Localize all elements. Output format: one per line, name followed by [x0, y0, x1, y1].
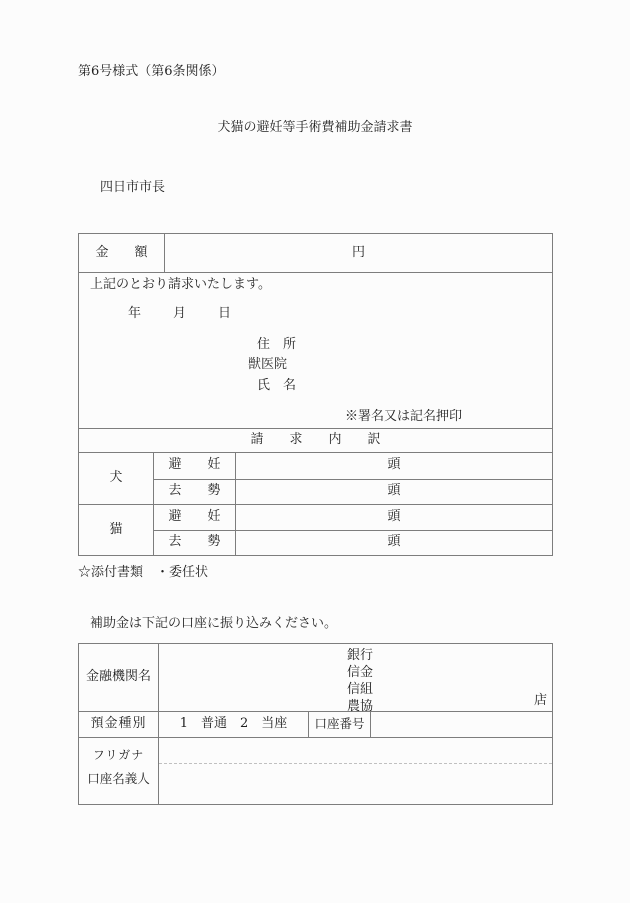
dog-spay-label: 避 妊 — [154, 453, 236, 479]
statement-text: 上記のとおり請求いたします。 — [90, 277, 271, 292]
attachments-note: ☆添付書類 ・委任状 — [78, 565, 209, 580]
bank-table — [78, 643, 553, 805]
breakdown-header: 請 求 内 訳 — [79, 429, 552, 453]
cat-spay-count-cell: 頭 — [236, 504, 552, 530]
account-type-label: 預金種別 — [79, 712, 159, 737]
signature-note: ※署名又は記名押印 — [345, 409, 463, 424]
claim-table — [78, 233, 553, 556]
holder-name-cell — [159, 738, 552, 804]
claim-statement-section — [79, 273, 552, 429]
institution-name-cell — [159, 644, 552, 714]
amount-value-cell — [165, 234, 552, 272]
institution-row — [79, 644, 552, 712]
amount-unit: 円 — [351, 244, 365, 260]
account-type-options: 1 普通 2 当座 — [159, 712, 309, 737]
institution-type-list — [347, 647, 373, 715]
institution-label: 金融機関名 — [79, 644, 159, 711]
holder-label: 口座名義人 — [87, 771, 150, 786]
institution-type-bank: 銀行 — [347, 648, 374, 663]
cat-neuter-count-cell: 頭 — [236, 530, 552, 556]
addressee: 四日市市長 — [100, 180, 166, 195]
branch-suffix-label: 店 — [533, 693, 547, 709]
account-type-row — [79, 712, 552, 738]
dog-neuter-label: 去 勢 — [154, 479, 236, 505]
animal-cat-label: 猫 — [79, 504, 154, 555]
holder-label-column — [79, 738, 159, 804]
transfer-note: 補助金は下記の口座に振り込みください。 — [90, 616, 338, 631]
amount-label: 金 額 — [79, 234, 165, 272]
clinic-label: 獣医院 — [248, 357, 288, 372]
account-number-cell — [371, 712, 552, 737]
date-month-label: 月 — [173, 306, 187, 321]
date-year-label: 年 — [128, 306, 142, 321]
dog-spay-count-cell: 頭 — [387, 457, 401, 473]
animal-dog-label: 犬 — [79, 453, 154, 504]
institution-type-shinkin: 信金 — [347, 665, 374, 680]
page-title: 犬猫の避妊等手術費補助金請求書 — [217, 120, 413, 135]
furigana-label: フリガナ — [92, 748, 145, 762]
amount-row — [79, 234, 552, 273]
institution-type-shinso: 信組 — [347, 682, 374, 697]
date-day-label: 日 — [218, 306, 232, 321]
form-number: 第6号様式（第6条関係） — [78, 64, 225, 79]
address-label: 住 所 — [257, 337, 297, 352]
account-number-label: 口座番号 — [309, 712, 371, 737]
account-holder-row — [79, 738, 552, 804]
furigana-divider-line — [159, 763, 552, 764]
dog-neuter-count-cell: 頭 — [236, 479, 552, 505]
cat-neuter-label: 去 勢 — [154, 530, 236, 556]
breakdown-table — [79, 453, 552, 555]
cat-spay-label: 避 妊 — [154, 504, 236, 530]
name-label: 氏 名 — [257, 378, 297, 393]
institution-type-nokyo: 農協 — [347, 699, 374, 714]
